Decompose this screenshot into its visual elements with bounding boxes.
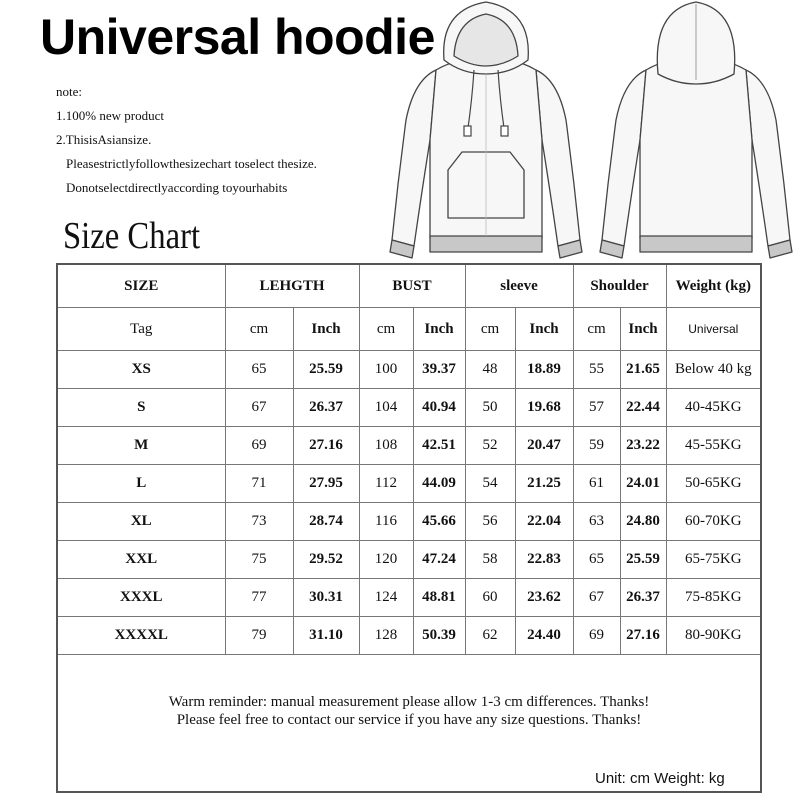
bust-cm-cell: 108 <box>359 427 413 465</box>
weight-cell: 65-75KG <box>666 541 760 579</box>
shoulder-cm-cell: 61 <box>573 465 620 503</box>
weight-cell: 80-90KG <box>666 617 760 655</box>
subheader-cm: cm <box>573 308 620 351</box>
bust-cm-cell: 104 <box>359 389 413 427</box>
hoodie-front-illustration <box>386 0 586 265</box>
size-cell: S <box>58 389 225 427</box>
table-row <box>58 465 760 503</box>
weight-cell: 75-85KG <box>666 579 760 617</box>
subheader-inch: Inch <box>620 308 666 351</box>
length-cm-cell: 67 <box>225 389 293 427</box>
shoulder-cm-cell: 55 <box>573 351 620 389</box>
header-shoulder: Shoulder <box>573 265 666 308</box>
table-row <box>58 351 760 389</box>
bust-inch-cell: 39.37 <box>413 351 465 389</box>
reminder-line-1: Warm reminder: manual measurement please allow 1-3 cm differences. Thanks! <box>168 694 650 710</box>
shoulder-inch-cell: 24.80 <box>620 503 666 541</box>
sleeve-inch-cell: 20.47 <box>515 427 573 465</box>
reminder-line-2: Please feel free to contact our service if you have any size questions. Thanks! <box>176 712 642 728</box>
bust-inch-cell: 42.51 <box>413 427 465 465</box>
sleeve-inch-cell: 24.40 <box>515 617 573 655</box>
size-cell: M <box>58 427 225 465</box>
sleeve-cm-cell: 58 <box>465 541 515 579</box>
length-cm-cell: 75 <box>225 541 293 579</box>
length-inch-cell: 30.31 <box>293 579 359 617</box>
sleeve-inch-cell: 21.25 <box>515 465 573 503</box>
page-title: Universal hoodie <box>40 9 435 65</box>
shoulder-inch-cell: 25.59 <box>620 541 666 579</box>
subheader-inch: Inch <box>413 308 465 351</box>
weight-cell: 60-70KG <box>666 503 760 541</box>
table-row <box>58 617 760 655</box>
bust-cm-cell: 124 <box>359 579 413 617</box>
bust-cm-cell: 116 <box>359 503 413 541</box>
length-inch-cell: 26.37 <box>293 389 359 427</box>
length-inch-cell: 31.10 <box>293 617 359 655</box>
sleeve-cm-cell: 62 <box>465 617 515 655</box>
header-bust: BUST <box>359 265 465 308</box>
shoulder-inch-cell: 22.44 <box>620 389 666 427</box>
shoulder-inch-cell: 26.37 <box>620 579 666 617</box>
length-inch-cell: 29.52 <box>293 541 359 579</box>
subheader-cm: cm <box>465 308 515 351</box>
length-inch-cell: 27.16 <box>293 427 359 465</box>
sleeve-cm-cell: 54 <box>465 465 515 503</box>
notes-block <box>56 80 317 200</box>
sleeve-cm-cell: 60 <box>465 579 515 617</box>
subheader-inch: Inch <box>293 308 359 351</box>
bust-cm-cell: 112 <box>359 465 413 503</box>
bust-inch-cell: 44.09 <box>413 465 465 503</box>
note-line-3: Pleasestrictlyfollowthesizechart toselect thesize. <box>66 156 317 171</box>
sleeve-inch-cell: 23.62 <box>515 579 573 617</box>
size-rows <box>58 351 760 655</box>
note-line-1: 1.100% new product <box>56 108 164 123</box>
unit-note: Unit: cm Weight: kg <box>595 770 725 787</box>
table-row <box>58 541 760 579</box>
warm-reminder <box>58 693 760 729</box>
hoodie-back-illustration <box>596 0 796 265</box>
size-cell: XXXXL <box>58 617 225 655</box>
sleeve-cm-cell: 48 <box>465 351 515 389</box>
table-row <box>58 503 760 541</box>
subheader-row <box>58 308 760 351</box>
length-cm-cell: 77 <box>225 579 293 617</box>
note-heading: note: <box>56 84 82 99</box>
note-line-2: 2.ThisisAsiansize. <box>56 132 152 147</box>
sleeve-inch-cell: 22.04 <box>515 503 573 541</box>
length-inch-cell: 27.95 <box>293 465 359 503</box>
subheader-tag: Tag <box>58 308 225 351</box>
table-row <box>58 389 760 427</box>
sleeve-cm-cell: 52 <box>465 427 515 465</box>
header-size: SIZE <box>58 265 225 308</box>
size-chart-table-box <box>56 263 762 793</box>
shoulder-cm-cell: 59 <box>573 427 620 465</box>
weight-cell: 40-45KG <box>666 389 760 427</box>
bust-cm-cell: 128 <box>359 617 413 655</box>
bust-inch-cell: 40.94 <box>413 389 465 427</box>
length-cm-cell: 65 <box>225 351 293 389</box>
size-cell: XXXL <box>58 579 225 617</box>
table-row <box>58 427 760 465</box>
weight-cell: 45-55KG <box>666 427 760 465</box>
shoulder-cm-cell: 69 <box>573 617 620 655</box>
sleeve-cm-cell: 50 <box>465 389 515 427</box>
length-inch-cell: 25.59 <box>293 351 359 389</box>
shoulder-cm-cell: 63 <box>573 503 620 541</box>
sleeve-inch-cell: 19.68 <box>515 389 573 427</box>
shoulder-inch-cell: 27.16 <box>620 617 666 655</box>
size-cell: L <box>58 465 225 503</box>
shoulder-inch-cell: 23.22 <box>620 427 666 465</box>
length-cm-cell: 79 <box>225 617 293 655</box>
subheader-inch: Inch <box>515 308 573 351</box>
shoulder-cm-cell: 65 <box>573 541 620 579</box>
shoulder-cm-cell: 57 <box>573 389 620 427</box>
shoulder-inch-cell: 21.65 <box>620 351 666 389</box>
header-length: LEHGTH <box>225 265 359 308</box>
length-inch-cell: 28.74 <box>293 503 359 541</box>
weight-cell: 50-65KG <box>666 465 760 503</box>
size-chart-title: Size Chart <box>63 215 201 257</box>
shoulder-cm-cell: 67 <box>573 579 620 617</box>
length-cm-cell: 71 <box>225 465 293 503</box>
sleeve-inch-cell: 18.89 <box>515 351 573 389</box>
subheader-universal: Universal <box>666 308 760 351</box>
bust-inch-cell: 48.81 <box>413 579 465 617</box>
shoulder-inch-cell: 24.01 <box>620 465 666 503</box>
subheader-cm: cm <box>359 308 413 351</box>
subheader-cm: cm <box>225 308 293 351</box>
header-row <box>58 265 760 308</box>
length-cm-cell: 73 <box>225 503 293 541</box>
table-row <box>58 579 760 617</box>
note-line-4: Donotselectdirectlyaccording toyourhabits <box>66 180 288 195</box>
length-cm-cell: 69 <box>225 427 293 465</box>
header-weight: Weight (kg) <box>666 265 760 308</box>
size-cell: XXL <box>58 541 225 579</box>
bust-inch-cell: 45.66 <box>413 503 465 541</box>
header-sleeve: sleeve <box>465 265 573 308</box>
size-chart-table <box>58 265 760 655</box>
weight-cell: Below 40 kg <box>666 351 760 389</box>
sleeve-cm-cell: 56 <box>465 503 515 541</box>
bust-inch-cell: 50.39 <box>413 617 465 655</box>
bust-cm-cell: 120 <box>359 541 413 579</box>
size-cell: XS <box>58 351 225 389</box>
sleeve-inch-cell: 22.83 <box>515 541 573 579</box>
size-cell: XL <box>58 503 225 541</box>
bust-inch-cell: 47.24 <box>413 541 465 579</box>
bust-cm-cell: 100 <box>359 351 413 389</box>
